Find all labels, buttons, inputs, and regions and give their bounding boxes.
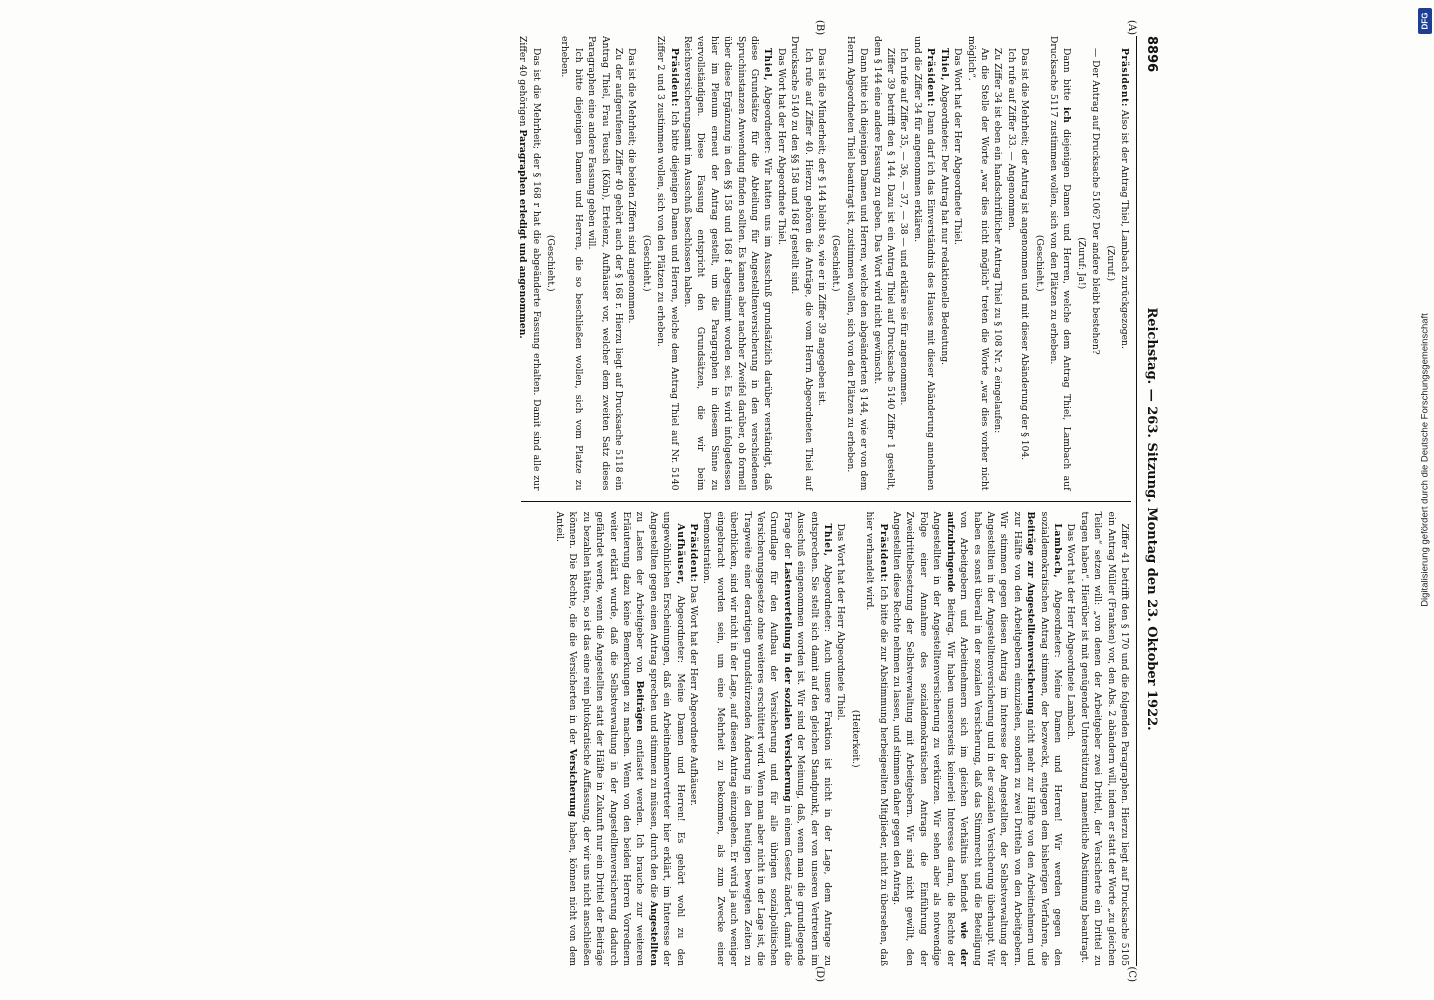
- paragraph-text: zu Lasten der Arbeitgeber von: [634, 511, 646, 681]
- text-columns: [517, 36, 1131, 966]
- emphasis: Beiträgen: [634, 680, 646, 732]
- paragraph: Das ist die Minderheit; der § 144 bleibt so, wie er in Ziffer 39 angegeben ist.: [816, 48, 828, 406]
- paragraph-text: Beitrag. Wir haben unsererseits keinerlei Interesse daran, die Rechte der Angestellten in der Angestelltenversicherung zu verkürzen. Wir sehen aber als notwendige Folge einer Annahme des sozialdemokratischen Antrags die Einführung der Zweidrittelbesetzung der Selbstverwaltung mit Arbeitgebern. Wir sind nicht gewillt, den Angestellten diese Rechte nehmen zu lassen, und stimmen daher gegen den Antrag.: [891, 511, 956, 966]
- paragraph: Ziffer 41 betrifft den § 170 und die folgenden Paragraphen. Hierzu liegt auf Drucksache 5105 ein Antrag Müller (Franken) vor, den Abs. 2 abändern will, indem er statt der Worte „zu gleichen Teilen“ setzen will: „von denen der Arbeitgeber zwei Drittel, der Versicherte ein Drittel zu tragen haben“. Hierüber ist mit genügender Unterstützung namentliche Abstimmung beantragt.: [1078, 511, 1130, 966]
- speaker: Präsident:: [925, 48, 937, 107]
- interjection: (Geschieht.): [640, 234, 652, 292]
- paragraph-text: Das ist die Mehrheit; der § 168 r hat die abgeänderte Fassung erhalten. Damit sind alle zur Ziffer 40 gehörigen: [517, 36, 542, 491]
- paragraph-text: Also ist der Antrag Thiel, Lambach zurückgezogen.: [1119, 106, 1130, 349]
- paragraph-text: Dann darf ich das Einverständnis des Hauses mit dieser Abänderung annehmen und die Ziffer 34 für angenommen erklären.: [911, 36, 937, 491]
- paragraph-text: Dann bitte: [1061, 48, 1073, 107]
- paragraph: [553, 512, 687, 967]
- emphasis: Angestellten: [647, 900, 659, 966]
- paragraph: Ich bitte diejenigen Damen und Herren, die so beschließen wollen, sich vom Platze zu erheben.: [559, 36, 584, 491]
- speaker: Thiel,: [938, 48, 950, 82]
- emphasis: Versicherung: [567, 748, 579, 818]
- margin-mark-b: (B): [814, 20, 825, 36]
- paragraph: Ziffer 39 betrifft den § 144. Dazu ist ein Antrag Thiel auf Drucksache 5140 Ziffer 1 gestellt, dem § 144 eine andere Fassung zu geben. Das Wort wird nicht gewünscht.: [871, 36, 897, 491]
- rotated-page-content: [515, 20, 1165, 982]
- paragraph: [1047, 36, 1074, 491]
- paragraph: [911, 36, 938, 491]
- paragraph: [890, 512, 1064, 967]
- paragraph: Das ist die Mehrheit; der Antrag ist angenommen und mit dieser Abänderung der § 104.: [1019, 48, 1031, 461]
- paragraph: Das Wort hat der Herr Abgeordnete Thiel.: [952, 48, 964, 245]
- paragraph-text: Abgeordneter: Wir hatten uns im Ausschuß grundsätzlich darüber verständigt, daß diese Grundsätze für die Abteilung für Angestelltenversicherung in den verschiedenen Spruchinstanzen Anwendung finden sollten. Es kamen aber nachher Zweifel darüber, ob formell über diese Ergänzung in den §§ 158 und 168 f abgestimmt worden sei. Es wird infolgedessen hier im Plenum erneut der Antrag gestellt, um die Paragraphen in diesem Sinne zu vervollständigen. Diese Fassung entspricht den Grundsätzen, die wir beim Reichsversicherungsamt im Ausschuß beschlossen haben.: [682, 36, 774, 491]
- paragraph: Ich rufe auf Ziffer 33. — Angenommen.: [1005, 48, 1017, 231]
- digitization-credit-text: Digitalisierung gefördert durch die Deutsche Forschungsgemeinschaft: [1419, 313, 1431, 607]
- interjection: (Heiterkeit.): [849, 709, 861, 768]
- speaker: Aufhäuser,: [674, 523, 686, 585]
- paragraph: Zu der aufgerufenen Ziffer 40 gehört auch der § 168 r. Hierzu liegt auf Drucksache 5118 ein Antrag Thiel, Frau Teusch (Köln), Ertelenz, Aufhäuser vor, welcher dem zweiten Satz dieses Paragraphen eine andere Fassung geben will.: [586, 36, 624, 491]
- paragraph: Das ist die Mehrheit; die beiden Ziffern sind angenommen.: [626, 48, 638, 324]
- page-header: [1136, 36, 1159, 966]
- paragraph-text: Ich bitte die zur Abstimmung herbeigeeilten Mitglieder, nicht zu übersehen, daß hier verhandelt wird.: [864, 511, 889, 966]
- paragraph-text: entlastet werden. Ich brauche zur weiteren Erläuterung dazu keine Bemerkungen zu machen. Wenn von den beiden Herren Vorrednern weiter erklärt wurde, daß die Selbstverwaltung in der Angestelltenversicherung dadurch gefährdet werde, wenn die Angestellten statt der Hälfte in Zukunft nur ein Drittel der Beiträge zu bezahlen hätten, so ist das eine rein plutokratische Auffassung, der wir uns nicht anschließen können. Die Rechte, die die Versicherten in der: [567, 511, 646, 966]
- paragraph: Dann bitte ich diejenigen Damen und Herren, welche den abgeänderten § 144, wie er von dem Herrn Abgeordneten Thiel beantragt ist, zustimmen wollen, sich von den Plätzen zu erheben.: [844, 36, 870, 491]
- column-left: [517, 36, 1131, 491]
- digitization-credit: [1419, 40, 1431, 880]
- paragraph-text: Ich bitte diejenigen Damen und Herren, welche dem Antrag Thiel auf Nr. 5140 Ziffer 2 und 3 zustimmen wollen, sich von den Plätzen zu erheben.: [655, 36, 680, 491]
- interjection: (Geschieht.): [830, 234, 842, 292]
- paragraph: Zu Ziffer 34 ist eben ein handschriftlicher Antrag Thiel zu § 108 Nr. 2 eingelaufen:: [992, 48, 1004, 434]
- speaker: Lambach,: [1051, 523, 1063, 579]
- speaker: Präsident:: [668, 48, 680, 107]
- paragraph: [687, 512, 700, 967]
- emphasis: ich: [1061, 107, 1073, 123]
- paragraph: [516, 36, 543, 491]
- paragraph: [937, 36, 950, 491]
- paragraph: Das Wort hat der Herr Abgeordnete Thiel.: [775, 48, 787, 245]
- speaker: Präsident:: [877, 523, 889, 583]
- margin-mark-d: (D): [814, 966, 825, 982]
- interjection: (Geschieht.): [544, 234, 556, 292]
- paragraph: Das Wort hat der Herr Abgeordnete Thiel.: [835, 523, 847, 721]
- emphasis: Beiträge zur Angestelltenversicherung: [1025, 511, 1037, 715]
- interjection: (Zuruf.): [1104, 245, 1116, 282]
- emphasis: wie der aufzubringende: [944, 511, 970, 966]
- emphasis: Lastenverteilung in der sozialen Versicherung: [781, 561, 793, 802]
- paragraph-text: Abgeordneter: Auch unsere Fraktion ist nicht in der Lage, dem Antrage zu entsprechen. Sie stellt sich damit auf den gleichen Standpunkt, der von unseren Vertretern im Ausschuß eingenommen worden ist. Wir sind der Meinung, daß, wenn man die grundlegende Frage der: [781, 511, 834, 966]
- paragraph: Das Wort hat der Herr Abgeordnete Lambach.: [1065, 523, 1077, 740]
- margin-mark-c: (C): [1126, 966, 1137, 982]
- speaker: Präsident:: [1119, 48, 1130, 107]
- dfg-logo-text: DFG: [1420, 12, 1430, 30]
- paragraph: [863, 512, 890, 967]
- page-title: Reichstag. — 263. Sitzung. Montag den 23. Oktober 1922.: [1144, 307, 1159, 731]
- paragraph-text: nicht mehr zur Hälfte von den Arbeitnehmern und zur Hälfte von den Arbeitgebern einzuziehen, sondern zu zwei Dritteln von den Arbeitgebern. Wir stimmen gegen diesen Antrag im Interesse der Angestellten, der Selbstverwaltung der Angestellten in der Angestelltenversicherung und in der sozialen Versicherung überhaupt. Wir haben es sonst überall in der sozialen Versicherung, daß das Stimmrecht und die Beteiligung von Arbeitgebern und Arbeitnehmern sich im gleichen Verhältnis befindet: [958, 511, 1037, 966]
- dfg-logo: [1418, 8, 1432, 34]
- paragraph-text: Abgeordneter: Meine Damen und Herren! Es gehört wohl zu den ungewöhnlichen Erscheinungen, daß ein Arbeitnehmervertreter hier erklärt, im Interesse der Angestellten gegen einen Antrag sprechen und stimmen zu müssen, durch den die: [647, 511, 686, 966]
- paragraph: — Der Antrag auf Drucksache 5106? Der andere bleibt bestehen?: [1090, 48, 1102, 355]
- paragraph-text: diejenigen Damen und Herren, welche dem Antrag Thiel, Lambach auf Drucksache 5117 zustimmen wollen, sich von den Plätzen zu erheben.: [1047, 36, 1073, 491]
- interjection: (Zuruf: Ja!): [1075, 237, 1087, 290]
- paragraph: [654, 36, 681, 491]
- paragraph-text: Abgeordneter: Der Antrag hat nur redaktionelle Bedeutung.: [938, 81, 950, 366]
- speaker: Präsident:: [688, 523, 699, 583]
- paragraph: [1118, 36, 1131, 491]
- paragraph: [681, 36, 775, 491]
- paragraph-text: Abgeordneter: Meine Damen und Herren! Wir werden gegen den sozialdemokratischen Antrag stimmen, der bezweckt, entgegen dem bisherigen Verfahren, die: [1038, 511, 1063, 966]
- page-number: 8896: [1144, 36, 1159, 73]
- speaker: Thiel,: [762, 48, 774, 82]
- paragraph: [700, 512, 834, 967]
- speaker: Thiel,: [822, 523, 834, 557]
- paragraph: Ich rufe auf Ziffer 40. Hierzu gehören die Anträge, die vom Herrn Abgeordneten Thiel auf Drucksache 5140 zu den §§ 158 und 168 f gestellt sind.: [789, 36, 814, 491]
- column-right: [521, 501, 1131, 967]
- paragraph: An die Stelle der Worte „war dies nicht möglich“ treten die Worte „war dies vorher nicht möglich“.: [965, 36, 990, 491]
- emphasis: Paragraphen erledigt und angenommen.: [517, 129, 529, 339]
- paragraph-text: in einem Gesetz ändert, damit die Grundlage für den Aufbau der Versicherung und für alle übrigen sozialpolitischen Versicherungsgesetze ohne weiteres erschüttert wird. Wenn man aber nicht in der Lage ist, die Tragweite einer derartigen grundstürzenden Änderung in den heutigen bewegten Zeiten zu überblicken, sind wir nicht in der Lage, auf diesen Antrag einzugehen. Er wird ja auch weniger eingebracht worden sein, um eine Mehrheit zu bekommen, als zum Zwecke einer Demonstration.: [701, 511, 793, 966]
- paragraph-text: Das Wort hat der Herr Abgeordnete Aufhäuser.: [688, 582, 699, 806]
- paragraph: Ich rufe auf Ziffer 35, — 36, — 37, — 38 — und erkläre sie für angenommen.: [898, 48, 910, 406]
- margin-mark-a: (A): [1126, 20, 1137, 36]
- paragraph-text: haben, können nicht von dem Anteil.: [553, 511, 579, 966]
- interjection: (Geschieht.): [1033, 234, 1045, 292]
